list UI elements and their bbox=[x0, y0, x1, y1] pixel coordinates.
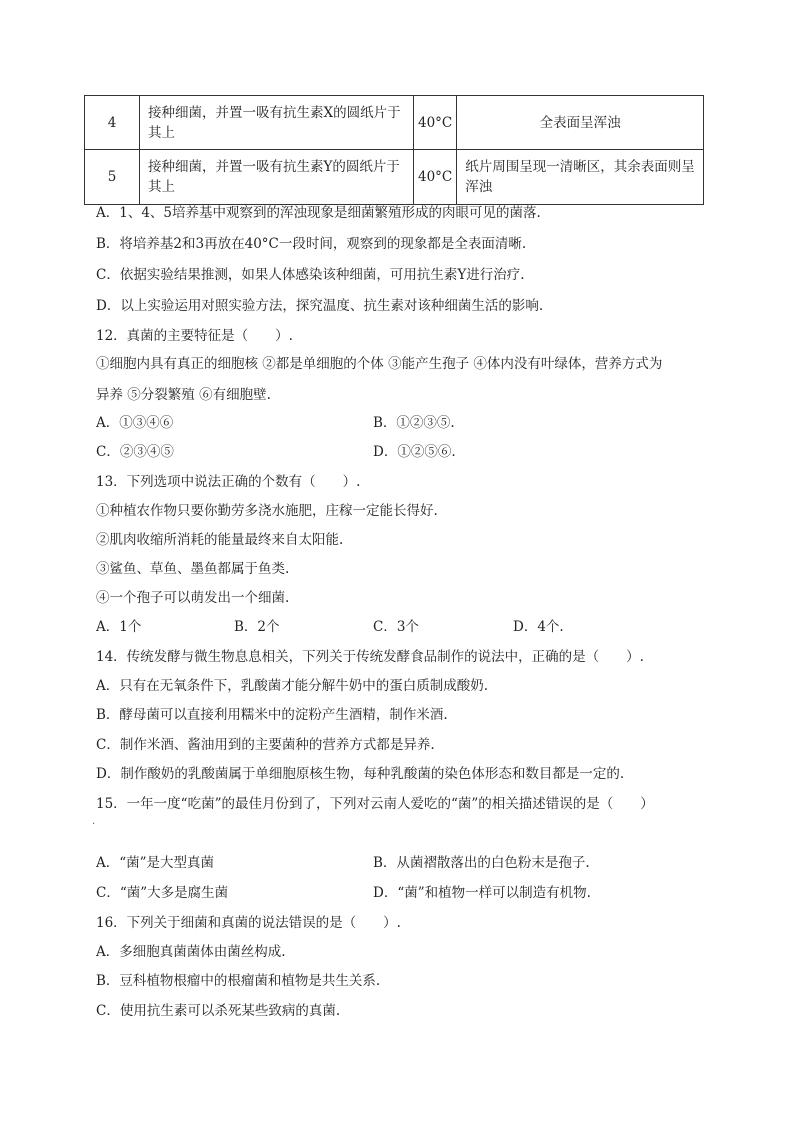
result-cell: 纸片周围呈现一清晰区，其余表面则呈浑浊 bbox=[457, 150, 704, 205]
treatment-cell: 接种细菌，并置一吸有抗生素Y的圆纸片于其上 bbox=[140, 150, 414, 205]
q13-statement-2: ②肌肉收缩所消耗的能量最终来自太阳能. bbox=[96, 532, 344, 548]
treatment-cell: 接种细菌，并置一吸有抗生素X的圆纸片于其上 bbox=[140, 96, 414, 150]
table-row bbox=[85, 96, 704, 150]
row-number: 5 bbox=[85, 150, 140, 205]
q12-items-line2: 异养 ⑤分裂繁殖 ⑥有细胞壁. bbox=[96, 387, 271, 403]
q14-option-b: B．酵母菌可以直接利用糯米中的淀粉产生酒精，制作米酒. bbox=[96, 707, 448, 723]
result-cell: 全表面呈浑浊 bbox=[457, 96, 704, 150]
q12-option-b: B．①②③⑤. bbox=[373, 415, 455, 431]
q13-statement-1: ①种植农作物只要你勤劳多浇水施肥，庄稼一定能长得好. bbox=[96, 503, 438, 519]
temperature-cell: 40°C bbox=[414, 96, 457, 150]
q11-option-a: A．1、4、5培养基中观察到的浑浊现象是细菌繁殖形成的肉眼可见的菌落. bbox=[96, 205, 541, 221]
q15-stem: 15．一年一度“吃菌”的最佳月份到了，下列对云南人爱吃的“菌”的相关描述错误的是（ ） bbox=[96, 796, 654, 812]
q14-option-d: D．制作酸奶的乳酸菌属于单细胞原核生物，每种乳酸菌的染色体形态和数目都是一定的. bbox=[96, 766, 625, 782]
q13-stem: 13．下列选项中说法正确的个数有（ ）. bbox=[96, 474, 361, 490]
q11-option-d: D．以上实验运用对照实验方法，探究温度、抗生素对该种细菌生活的影响. bbox=[96, 298, 544, 314]
row-number: 4 bbox=[85, 96, 140, 150]
q14-option-a: A．只有在无氧条件下，乳酸菌才能分解牛奶中的蛋白质制成酸奶. bbox=[96, 678, 489, 694]
q13-option-a: A．1个 bbox=[96, 619, 142, 635]
q16-option-a: A．多细胞真菌菌体由菌丝构成. bbox=[96, 944, 286, 960]
temperature-cell: 40°C bbox=[414, 150, 457, 205]
stray-dot: . bbox=[92, 816, 96, 827]
q13-statement-4: ④一个孢子可以萌发出一个细菌. bbox=[96, 590, 290, 606]
q12-stem: 12．真菌的主要特征是（ ）. bbox=[96, 328, 293, 344]
experiment-table bbox=[84, 95, 704, 205]
q12-items-line1: ①细胞内具有真正的细胞核 ②都是单细胞的个体 ③能产生孢子 ④体内没有叶绿体，营养方式为 bbox=[96, 356, 663, 372]
q13-option-b: B．2个 bbox=[234, 619, 280, 635]
q16-stem: 16．下列关于细菌和真菌的说法错误的是（ ）. bbox=[96, 915, 401, 931]
q14-option-c: C．制作米酒、酱油用到的主要菌种的营养方式都是异养. bbox=[96, 737, 435, 753]
q16-option-b: B．豆科植物根瘤中的根瘤菌和植物是共生关系. bbox=[96, 973, 381, 989]
q13-statement-3: ③鲨鱼、草鱼、墨鱼都属于鱼类. bbox=[96, 561, 290, 577]
q15-option-d: D．“菌”和植物一样可以制造有机物. bbox=[373, 885, 591, 901]
q14-stem: 14．传统发酵与微生物息息相关，下列关于传统发酵食品制作的说法中，正确的是（ ）. bbox=[96, 649, 644, 665]
q12-option-d: D．①②⑤⑥. bbox=[373, 444, 456, 460]
q11-option-c: C．依据实验结果推测，如果人体感染该种细菌，可用抗生素Y进行治疗. bbox=[96, 267, 525, 283]
q11-option-b: B．将培养基2和3再放在40°C一段时间，观察到的现象都是全表面清晰. bbox=[96, 236, 527, 252]
q12-option-a: A．①③④⑥ bbox=[96, 415, 174, 431]
q13-option-d: D．4个. bbox=[513, 619, 564, 635]
q15-option-c: C．“菌”大多是腐生菌 bbox=[96, 885, 229, 901]
q15-option-a: A．“菌”是大型真菌 bbox=[96, 855, 215, 871]
q15-option-b: B．从菌褶散落出的白色粉末是孢子. bbox=[373, 855, 590, 871]
table-row bbox=[85, 150, 704, 205]
q16-option-c: C．使用抗生素可以杀死某些致病的真菌. bbox=[96, 1003, 341, 1019]
q12-option-c: C．②③④⑤ bbox=[96, 444, 174, 460]
q13-option-c: C．3个 bbox=[373, 619, 419, 635]
